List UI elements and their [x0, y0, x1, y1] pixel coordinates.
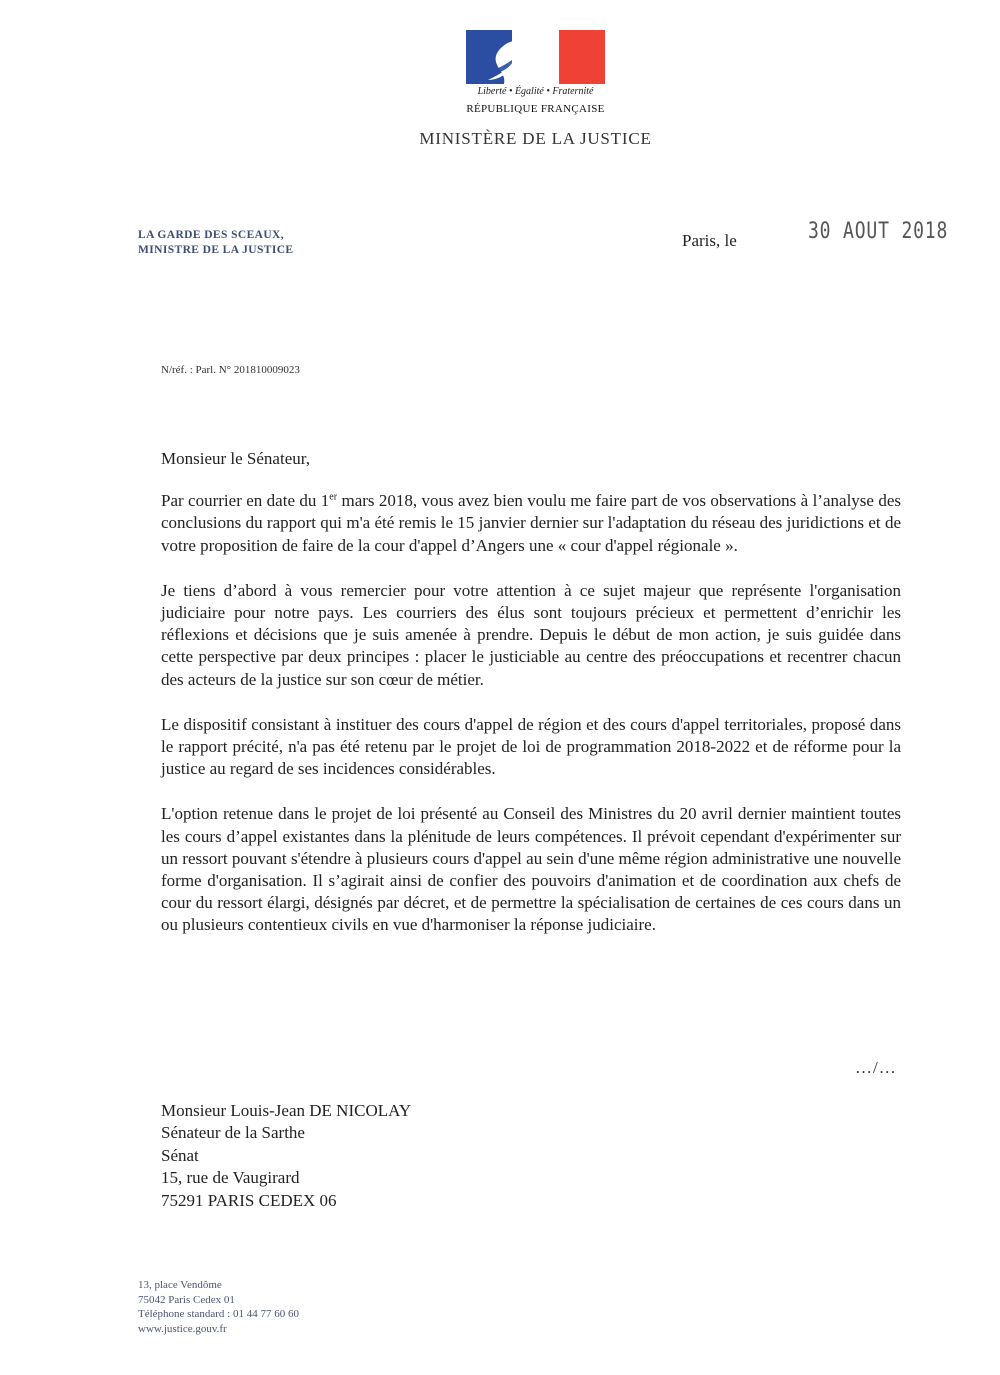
salutation: Monsieur le Sénateur,: [161, 449, 310, 468]
place-label: Paris, le: [682, 231, 737, 250]
paragraph-1-rest: mars 2018, vous avez bien voulu me faire part de vos observations à l’analyse des conclusions du rapport qui m'a été remis le 15 janvier dernier sur l'adaptation du réseau des juridictions et de votre proposition de faire de la cour d'appel d’Angers une « cour d'appel régionale ».: [161, 491, 902, 555]
date-stamp: 30 AOUT 2018: [808, 219, 949, 244]
ordinal-superscript: er: [329, 491, 338, 503]
paragraph-1: [161, 490, 901, 557]
sender-line-2: MINISTRE DE LA JUSTICE: [138, 244, 294, 256]
recipient-city: 75291 PARIS CEDEX 06: [161, 1190, 337, 1210]
paragraph-2: Je tiens d’abord à vous remercier pour votre attention à ce sujet majeur que représente l'organisation judiciaire pour notre pays. Les courriers des élus sont toujours précieux et permettent d’enrichir les réflexions et décisions que je suis amenée à prendre. Depuis le début de mon action, je suis guidée dans cette perspective par deux principes : placer le justiciable au centre des préoccupations et recentrer chacun des acteurs de la justice sur son cœur de métier.: [161, 580, 901, 689]
footer-contact: [138, 1278, 299, 1336]
paragraph-4: L'option retenue dans le projet de loi présenté au Conseil des Ministres du 20 avril dernier maintient toutes les cours d’appel existantes dans la plénitude de leurs compétences. Il prévoit cependant d'expérimenter sur un ressort pouvant s'étendre à plusieurs cours d'appel au sein d'une même région administrative une nouvelle forme d'organisation. Il s’agirait ainsi de confier des pouvoirs d'animation et de coordination aux chefs de cour du ressort élargi, désignés par décret, et de permettre la spécialisation de certaines de ces cours dans un ou plusieurs contentieux civils en vue d'harmoniser la réponse judiciaire.: [161, 804, 901, 935]
paragraph-3: Le dispositif consistant à instituer des cours d'appel de région et des cours d'appel territoriales, proposé dans le rapport précité, n'a pas été retenu par le projet de loi de programmation 2018-2022 et de réforme pour la justice au regard de ses incidences considérables.: [161, 714, 901, 779]
reference-number: N/réf. : Parl. N° 201810009023: [161, 364, 300, 376]
footer-address-2: 75042 Paris Cedex 01: [138, 1293, 235, 1306]
footer-address-1: 13, place Vendôme: [138, 1279, 222, 1291]
republic-name: RÉPUBLIQUE FRANÇAISE: [466, 103, 605, 115]
page-continuation-mark: …/…: [855, 1058, 897, 1077]
letter-body: [161, 448, 901, 960]
sender-line-1: LA GARDE DES SCEAUX,: [138, 229, 285, 241]
republique-francaise-logo: [466, 30, 605, 84]
recipient-institution: Sénat: [161, 1145, 199, 1165]
footer-phone: Téléphone standard : 01 44 77 60 60: [138, 1308, 299, 1320]
republic-motto: Liberté • Égalité • Fraternité: [477, 86, 594, 97]
sender-block: [138, 228, 293, 258]
logo-red-band: [559, 30, 605, 84]
ministry-name: MINISTÈRE DE LA JUSTICE: [419, 129, 652, 148]
footer-website: www.justice.gouv.fr: [138, 1322, 227, 1335]
recipient-address: [161, 1100, 411, 1212]
recipient-title: Sénateur de la Sarthe: [161, 1123, 305, 1143]
recipient-street: 15, rue de Vaugirard: [161, 1168, 300, 1188]
paragraph-1-start: Par courrier en date du 1: [161, 491, 330, 511]
marianne-emblem-icon: [466, 30, 605, 84]
recipient-name: Monsieur Louis-Jean DE NICOLAY: [161, 1101, 412, 1120]
